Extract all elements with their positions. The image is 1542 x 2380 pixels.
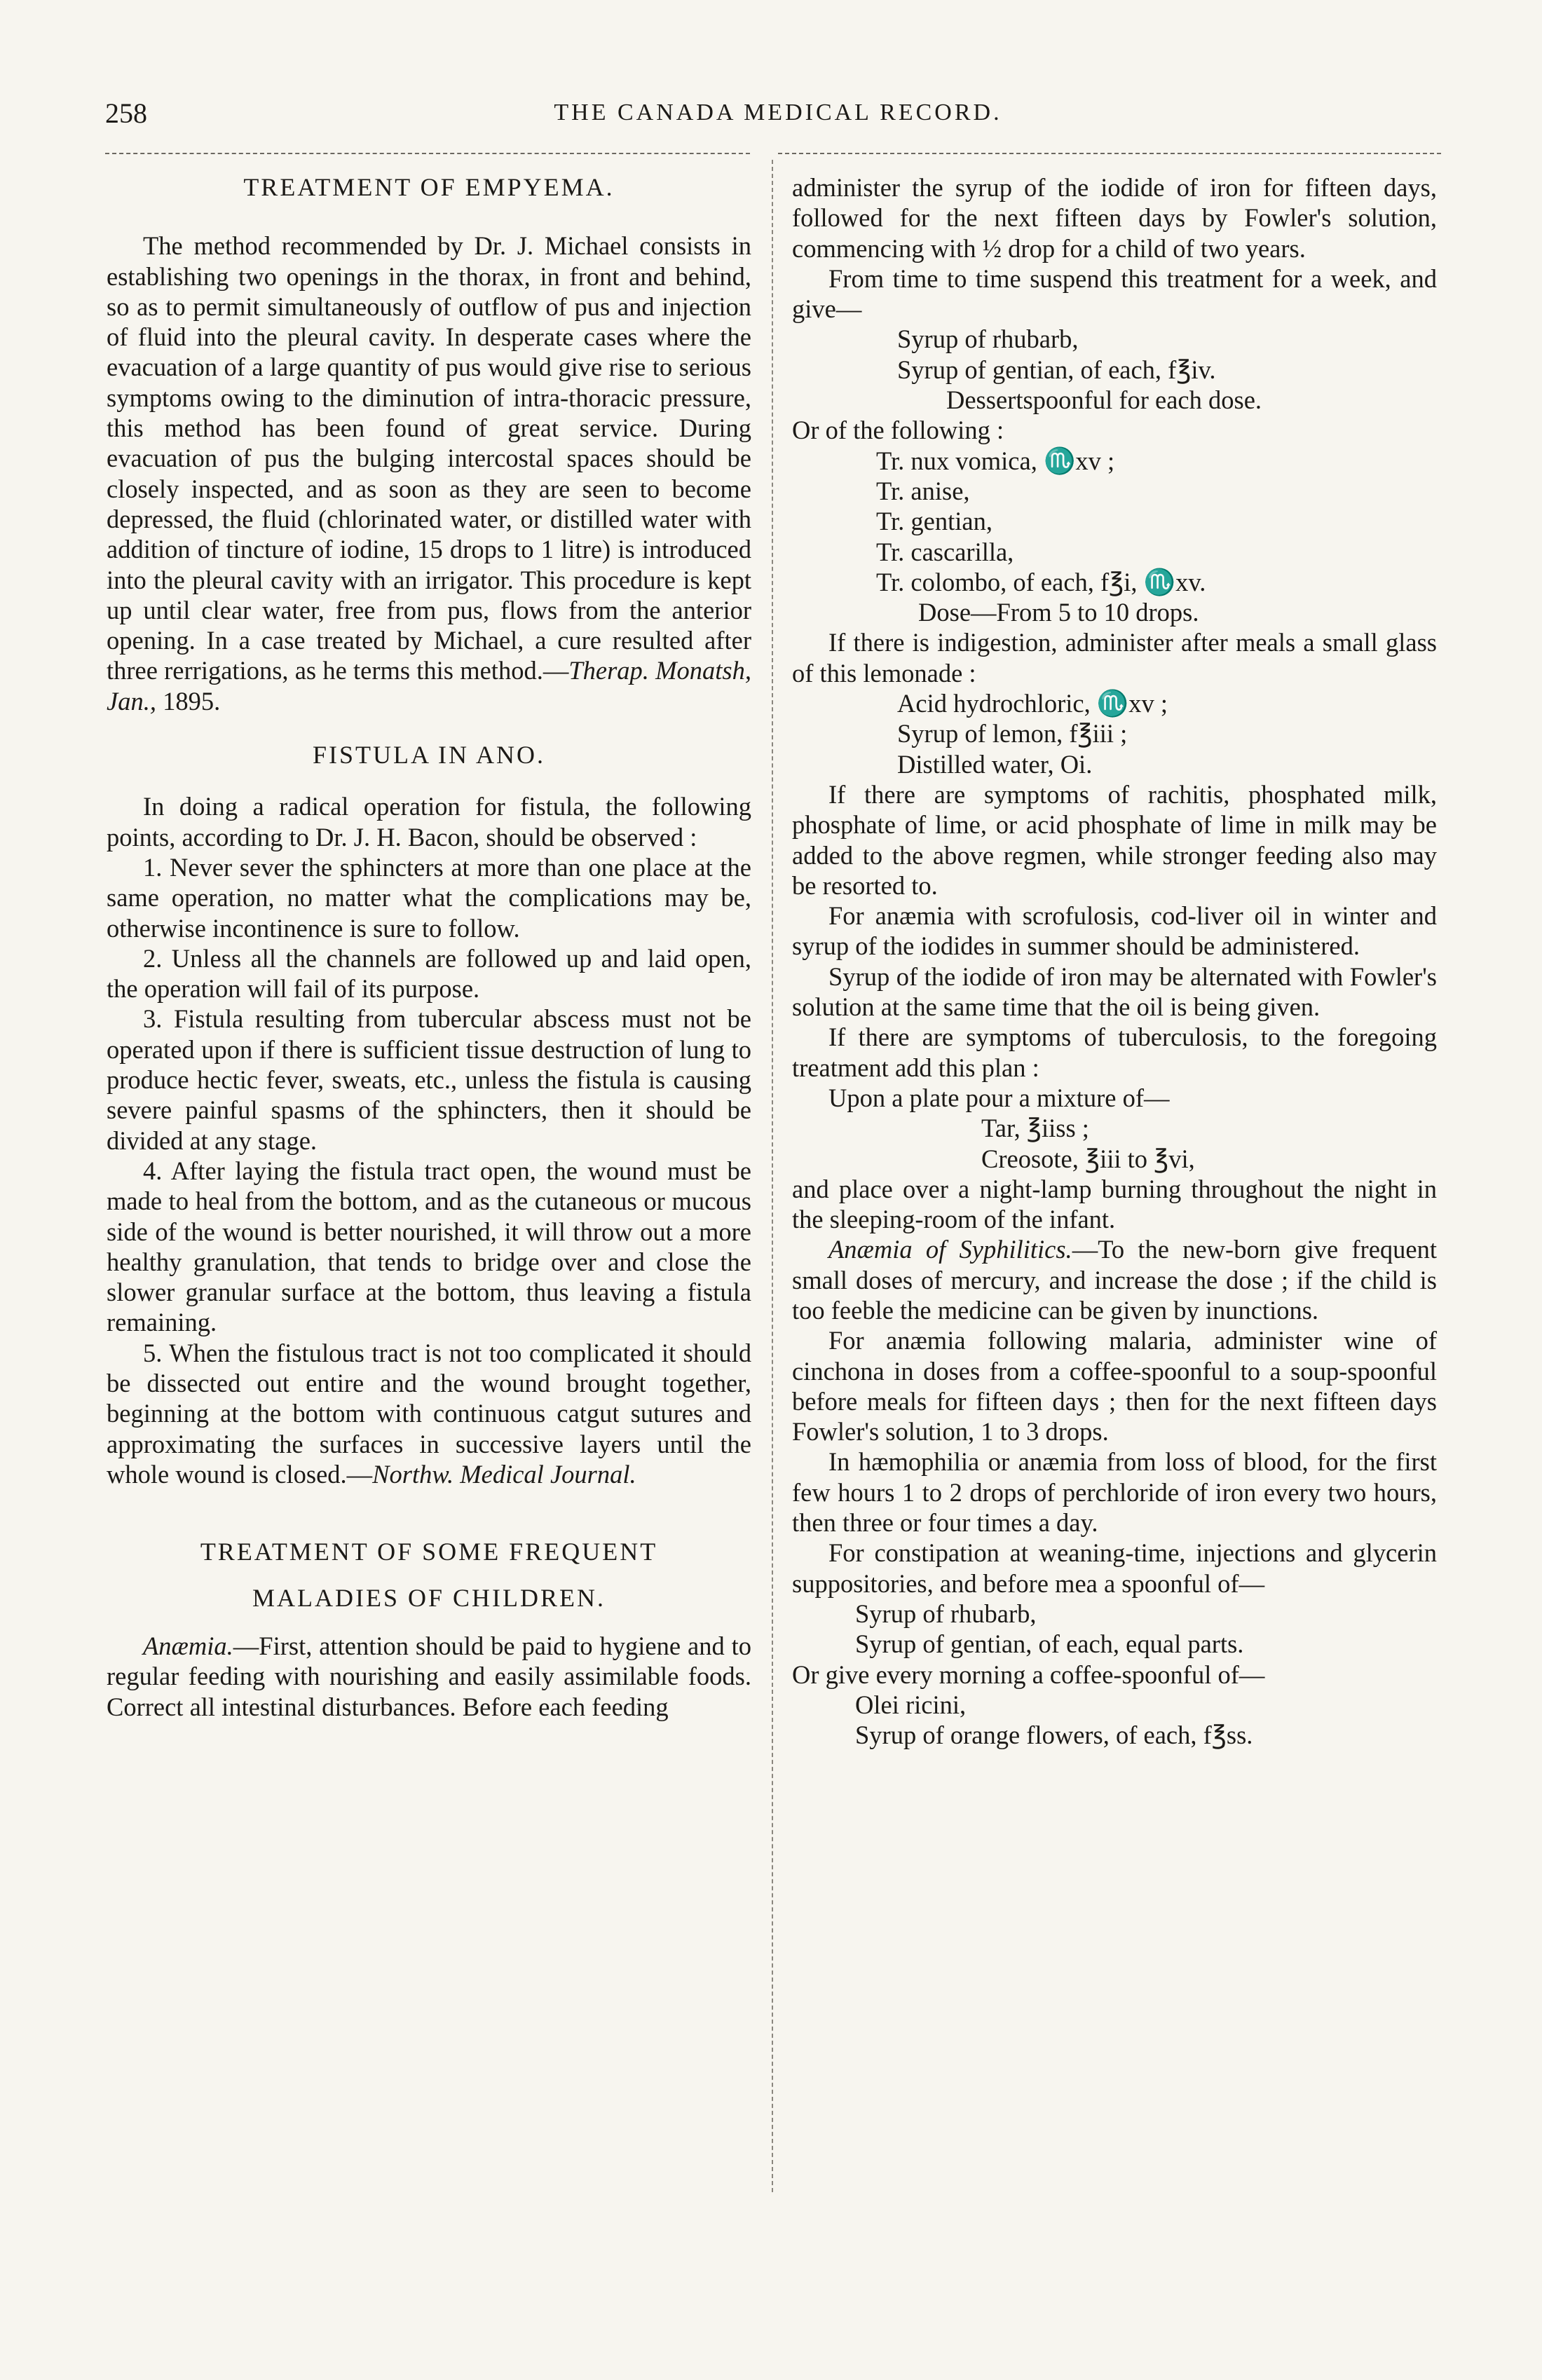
right-column: [792, 172, 1437, 1750]
left-column: [107, 172, 751, 1722]
syphilitics-label: Anæmia of Syphilitics.: [828, 1235, 1072, 1264]
prescription-line: Creosote, ℥iii to ℥vi,: [981, 1144, 1195, 1173]
prescription-line: Syrup of gentian, of each, f℥iv.: [897, 355, 1216, 384]
header-rule-left: [105, 153, 750, 154]
haemophilia-paragraph: In hæmophilia or anæmia from loss of blood, for the first few hours 1 to 2 drops of perchloride of iron every two hours, then three or four times a day.: [792, 1447, 1437, 1538]
lamp-paragraph: and place over a night-lamp burning throughout the night in the sleeping-room of the infant.: [792, 1174, 1437, 1234]
fistula-intro: In doing a radical operation for fistula, the following points, according to Dr. J. H. Bacon, should be observed :: [107, 792, 751, 852]
fistula-source: Northw. Medical Journal.: [372, 1459, 636, 1489]
fistula-point-2: 2. Unless all the channels are followed up and laid open, the operation will fail of its purpose.: [107, 943, 751, 1004]
prescription-line: Syrup of orange flowers, of each, f℥ss.: [855, 1721, 1253, 1750]
prescription-rhubarb-gentian: [792, 324, 1437, 415]
prescription-line: Dose—From 5 to 10 drops.: [918, 598, 1199, 627]
anaemia-paragraph: [107, 1631, 751, 1722]
or-give-paragraph: Or give every morning a coffee-spoonful of—: [792, 1660, 1265, 1689]
prescription-line: Tr. gentian,: [876, 507, 992, 536]
prescription-tar-creosote: [792, 1113, 1437, 1174]
children-heading: [107, 1528, 751, 1621]
prescription-line: Syrup of gentian, of each, equal parts.: [855, 1629, 1244, 1659]
empyema-text: The method recommended by Dr. J. Michael consists in establishing two openings in the thorax, in front and behind, so as to permit simultaneously of outflow of pus and injection of fluid into the pleural cavity. In desperate cases where the evacuation of a large quantity of pus would give rise to serious symptoms owing to the diminution of intra-thoracic pressure, this method has been found of great service. During evacuation of pus the bulging intercostal spaces should be closely inspected, and as soon as they are seen to become depressed, the fluid (chlorinated water, or distilled water with addition of tincture of iodine, 15 drops to 1 litre) is introduced into the pleural cavity with an irrigator. This procedure is kept up until clear water, free from pus, flows from the anterior opening. In a case treated by Michael, a cure resulted after three rerrigations, as he terms this method.—: [107, 231, 751, 685]
anaemia-continuation: administer the syrup of the iodide of iron for fifteen days, followed for the next fifteen days by Fowler's solution, commencing with ½ drop for a child of two years.: [792, 173, 1437, 263]
fistula-point-5-text: 5. When the fistulous tract is not too complicated it should be dissected out entire and the wound brought together, beginning at the bottom with continuous catgut sutures and approximating the surfaces in successive layers until the whole wound is closed.—: [107, 1338, 751, 1489]
indigestion-paragraph: If there is indigestion, administer after meals a small glass of this lemonade :: [792, 628, 1437, 688]
children-heading-line-1: TREATMENT OF SOME FREQUENT: [200, 1538, 658, 1566]
syphilitics-paragraph: [792, 1234, 1437, 1325]
prescription-line: Syrup of rhubarb,: [855, 1599, 1037, 1628]
fistula-point-4: 4. After laying the fistula tract open, the wound must be made to heal from the bottom, and as the cutaneous or mucous side of the wound is better nourished, it will throw out a more healthy granulation, that tends to bridge over and close the slower granular surface at the bottom, thus leaving a fistula remaining.: [107, 1156, 751, 1337]
fistula-point-1: 1. Never sever the sphincters at more than one place at the same operation, no matter what the complications may be, otherwise incontinence is sure to follow.: [107, 852, 751, 943]
page-number: 258: [105, 97, 147, 129]
column-divider: [772, 160, 773, 2192]
anaemia-text: —First, attention should be paid to hygiene and to regular feeding with nourishing and easily assimilable foods. Correct all intestinal disturbances. Before each feeding: [107, 1632, 751, 1721]
constipation-paragraph: For constipation at weaning-time, injections and glycerin suppositories, and before mea a spoonful of—: [792, 1538, 1437, 1598]
prescription-line: Dessertspoonful for each dose.: [946, 385, 1262, 415]
empyema-heading: TREATMENT OF EMPYEMA.: [243, 173, 615, 201]
prescription-line: Tr. anise,: [876, 476, 970, 505]
journal-title: THE CANADA MEDICAL RECORD.: [554, 100, 1002, 125]
syphilitics-text: —To the new-born give frequent small doses of mercury, and increase the dose ; if the child is too feeble the medicine can be given by inunctions.: [792, 1235, 1438, 1325]
anaemia-label: Anæmia.: [143, 1632, 233, 1661]
prescription-lemonade: [792, 688, 1437, 779]
plate-paragraph: Upon a plate pour a mixture of—: [828, 1083, 1170, 1112]
alternate-paragraph: Syrup of the iodide of iron may be alternated with Fowler's solution at the same time that the oil is being given.: [792, 962, 1437, 1022]
suspend-paragraph: From time to time suspend this treatment for a week, and give—: [792, 264, 1437, 324]
prescription-line: Tr. nux vomica, ♏xv ;: [876, 446, 1115, 475]
tuberculosis-paragraph: If there are symptoms of tuberculosis, to the foregoing treatment add this plan :: [792, 1023, 1437, 1082]
fistula-heading: FISTULA IN ANO.: [312, 741, 545, 770]
prescription-castor-oil: [792, 1690, 1437, 1751]
fistula-point-5: [107, 1338, 751, 1489]
fistula-point-3: 3. Fistula resulting from tubercular abscess must not be operated upon if there is sufficient tissue destruction of lung to produce hectic fever, sweats, etc., unless the fistula is causing severe painful spasms of the sphincters, then it should be divided at any stage.: [107, 1004, 751, 1155]
prescription-line: Syrup of lemon, f℥iii ;: [897, 719, 1128, 748]
prescription-line: Syrup of rhubarb,: [897, 324, 1079, 354]
header-rule-right: [778, 153, 1441, 154]
prescription-line: Tr. cascarilla,: [876, 537, 1014, 566]
prescription-line: Distilled water, Oi.: [897, 749, 1093, 779]
empyema-year: 1895.: [156, 686, 221, 716]
prescription-line: Tr. colombo, of each, f℥i, ♏xv.: [876, 567, 1206, 596]
prescription-syrups: [792, 1599, 1437, 1660]
prescription-line: Tar, ℥iiss ;: [981, 1114, 1089, 1143]
running-header: [105, 97, 1451, 139]
malaria-paragraph: For anæmia following malaria, administer wine of cinchona in doses from a coffee-spoonful to a soup-spoonful before meals for fifteen days ; then for the next fifteen days Fowler's solution, 1 to 3 drops.: [792, 1326, 1437, 1447]
or-following: Or of the following :: [792, 416, 1004, 445]
empyema-paragraph: [107, 231, 751, 716]
rachitis-paragraph: If there are symptoms of rachitis, phosphated milk, phosphate of lime, or acid phosphate of lime in milk may be added to the above regmen, while stronger feeding also may be resorted to.: [792, 779, 1437, 900]
prescription-tinctures: [792, 446, 1437, 628]
prescription-line: Acid hydrochloric, ♏xv ;: [897, 689, 1168, 718]
children-heading-line-2: MALADIES OF CHILDREN.: [252, 1584, 606, 1613]
prescription-line: Olei ricini,: [855, 1690, 967, 1719]
empyema-source: Therap. Monatsh, Jan.,: [107, 656, 751, 716]
scrofulosis-paragraph: For anæmia with scrofulosis, cod-liver oil in winter and syrup of the iodides in summer should be administered.: [792, 901, 1437, 961]
